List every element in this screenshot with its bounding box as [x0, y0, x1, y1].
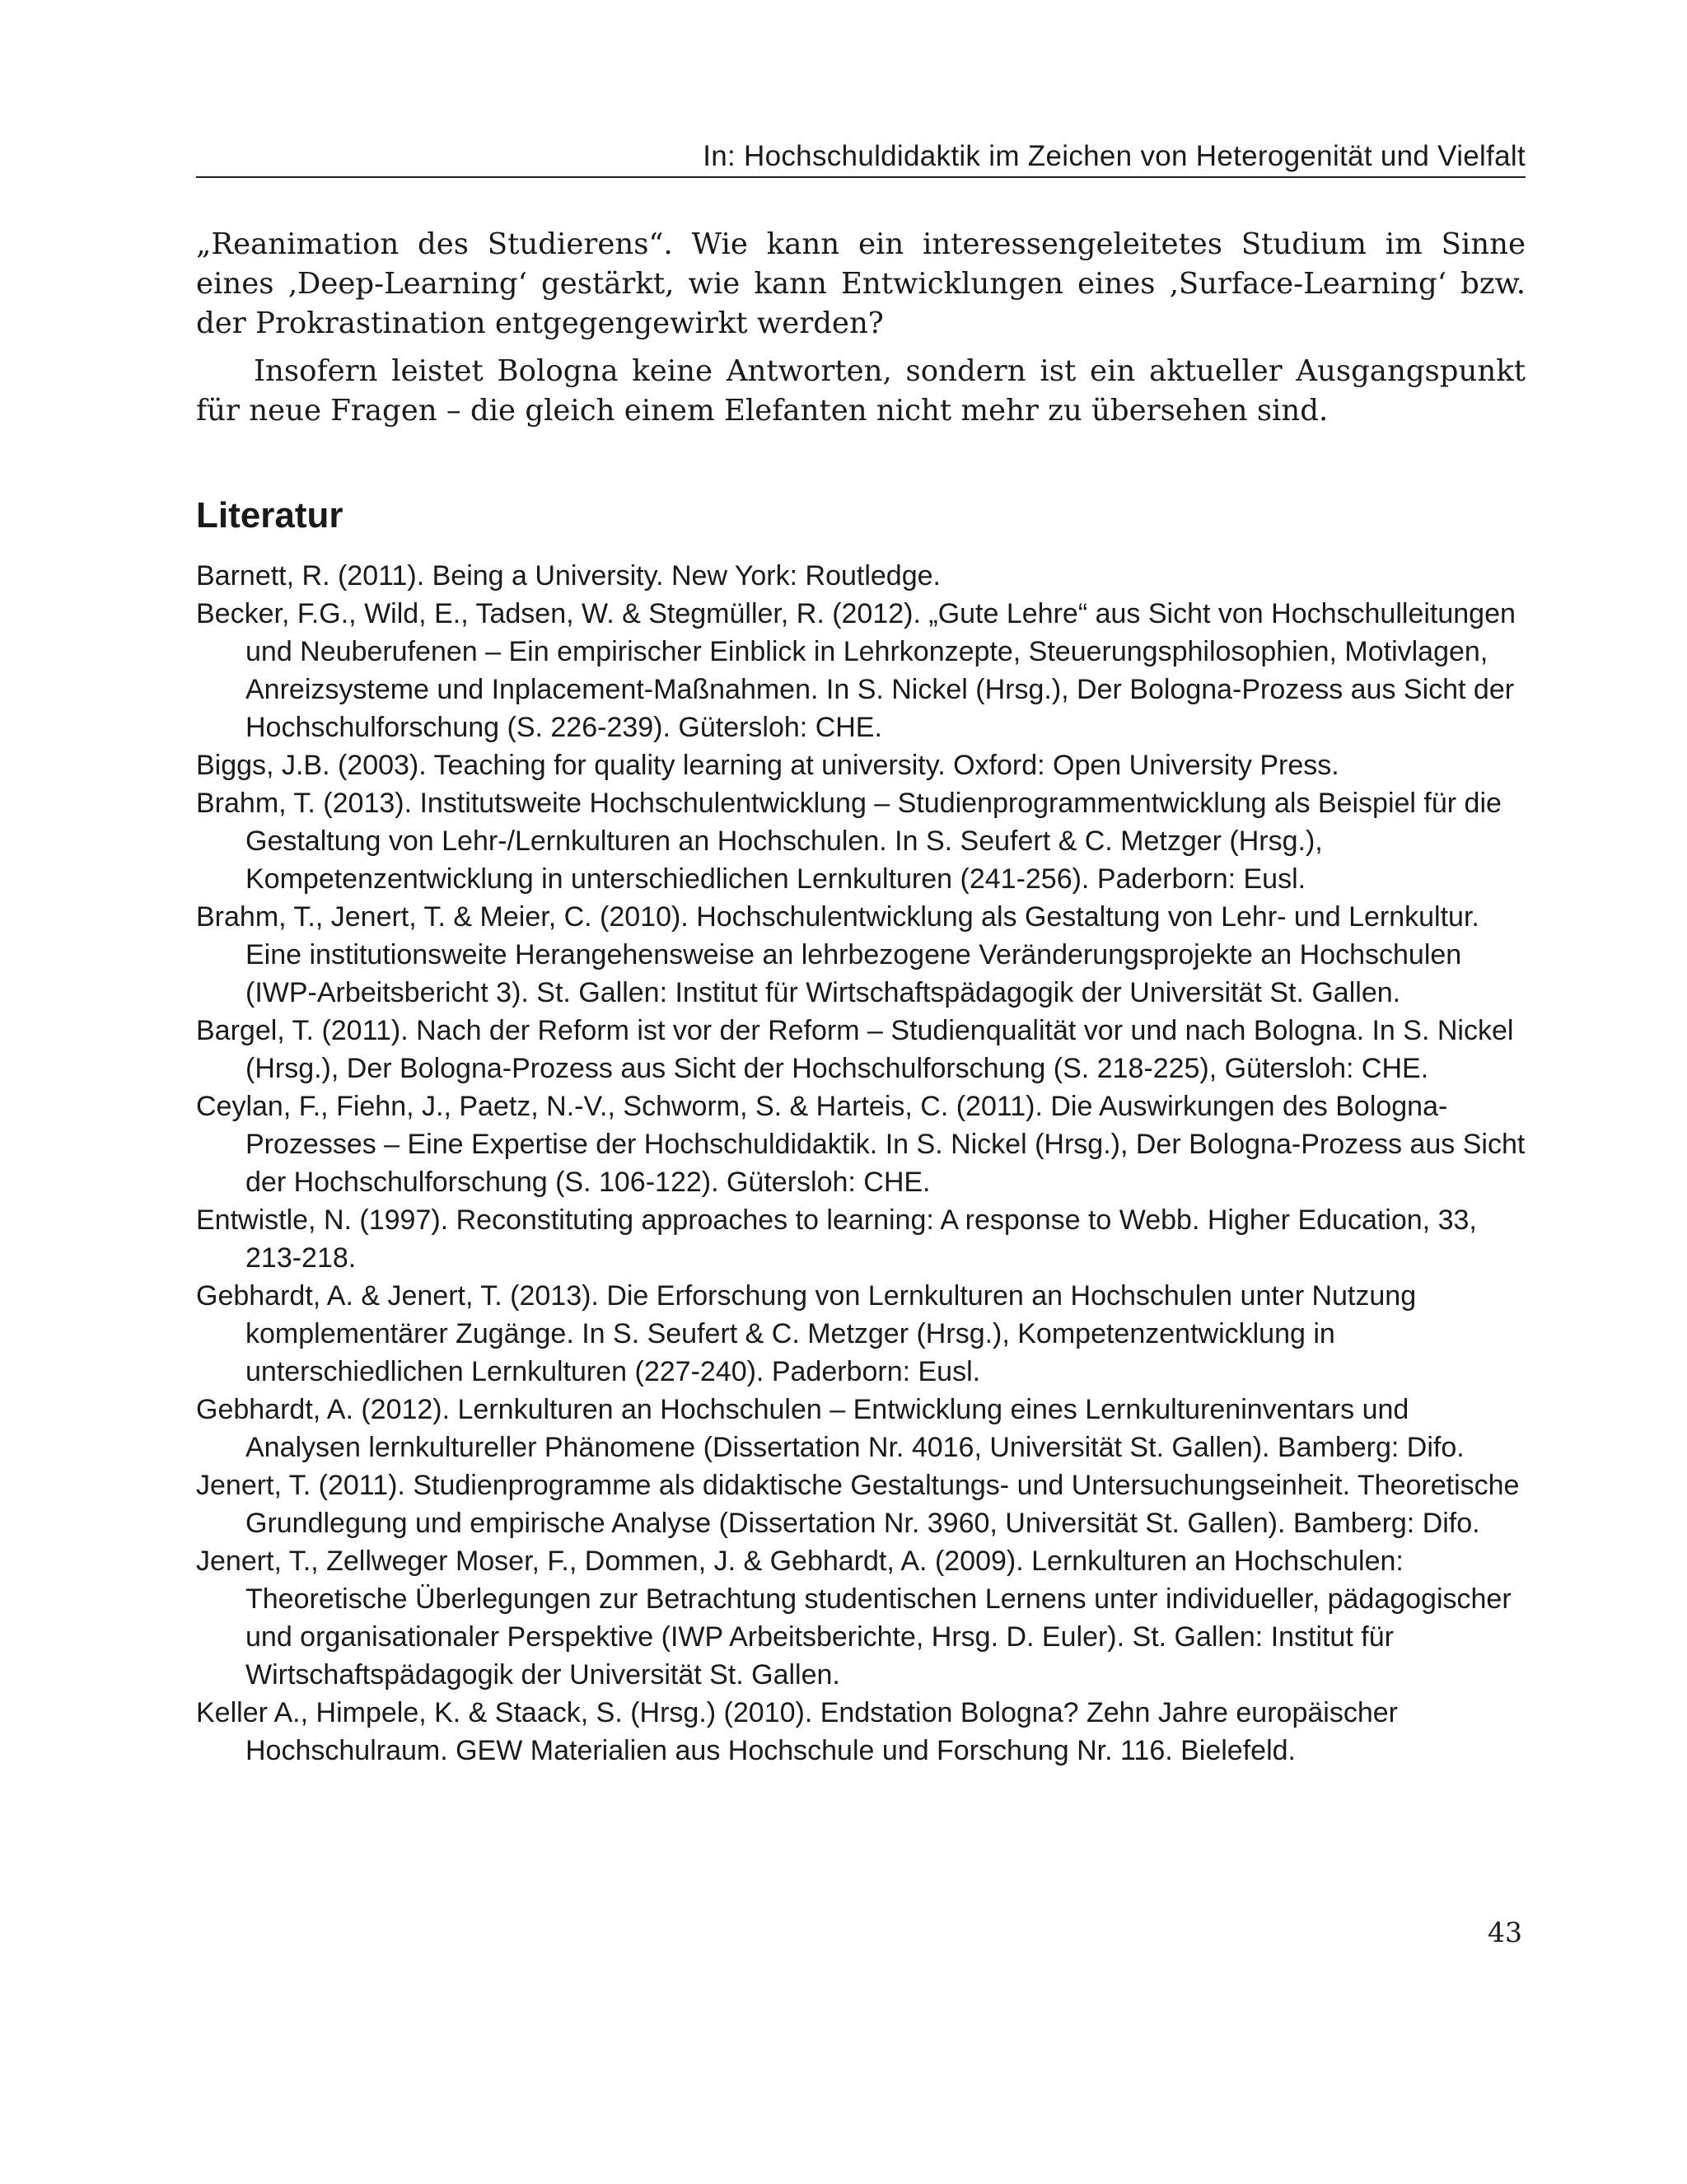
reference-entry: Jenert, T. (2011). Studienprogramme als didaktische Gestaltungs- und Untersuchungseinheit. Theoretische Grundlegung und empirische Analyse (Dissertation Nr. 3960, Universität St. Gallen). Bamberg: Difo.: [196, 1470, 1520, 1539]
reference-entry: Entwistle, N. (1997). Reconstituting approaches to learning: A response to Webb. Higher Education, 33, 213-218.: [196, 1204, 1477, 1274]
reference-entry: Ceylan, F., Fiehn, J., Paetz, N.-V., Schworm, S. & Harteis, C. (2011). Die Auswirkungen des Bologna-Prozesses – Eine Expertise der Hochschuldidaktik. In S. Nickel (Hrsg.), Der Bologna-Prozess aus Sicht der Hochschulforschung (S. 106-122). Gütersloh: CHE.: [196, 1091, 1526, 1198]
body-paragraph-2: Insofern leistet Bologna keine Antworten, sondern ist ein aktueller Ausgangspunkt für neue Fragen – die gleich einem Elefanten nicht mehr zu übersehen sind.: [196, 354, 1526, 428]
body-paragraph-1: „Reanimation des Studierens“. Wie kann ein interessengeleitetes Studium im Sinne eines ‚Deep-Learning‘ gestärkt, wie kann Entwicklungen eines ‚Surface-Learning‘ bzw. der Prokrastination entgegengewirkt werden?: [196, 227, 1526, 340]
reference-entry: Gebhardt, A. & Jenert, T. (2013). Die Erforschung von Lernkulturen an Hochschulen unter Nutzung komplementärer Zugänge. In S. Seufert & C. Metzger (Hrsg.), Kompetenzentwicklung in unterschiedlichen Lernkulturen (227-240). Paderborn: Eusl.: [196, 1280, 1417, 1387]
reference-entry: Jenert, T., Zellweger Moser, F., Dommen, J. & Gebhardt, A. (2009). Lernkulturen an Hochschulen: Theoretische Überlegungen zur Betrachtung studentischen Lernens unter individueller, pädagogischer und organisationaler Perspektive (IWP Arbeitsberichte, Hrsg. D. Euler). St. Gallen: Institut für Wirtschaftspädagogik der Universität St. Gallen.: [196, 1546, 1512, 1691]
reference-list: [196, 557, 1526, 1770]
running-header: [196, 137, 1526, 178]
reference-entry: Becker, F.G., Wild, E., Tadsen, W. & Stegmüller, R. (2012). „Gute Lehre“ aus Sicht von Hochschulleitungen und Neuberufenen – Ein empirischer Einblick in Lehrkonzepte, Steuerungsphilosophien, Motivlagen, Anreizsysteme und Inplacement-Maßnahmen. In S. Nickel (Hrsg.), Der Bologna-Prozess aus Sicht der Hochschulforschung (S. 226-239). Gütersloh: CHE.: [196, 598, 1516, 743]
body-text: [196, 225, 1526, 439]
reference-entry: Brahm, T., Jenert, T. & Meier, C. (2010). Hochschulentwicklung als Gestaltung von Lehr- und Lernkultur. Eine institutionsweite Herangehensweise an lehrbezogene Veränderungsprojekte an Hochschulen (IWP-Arbeitsbericht 3). St. Gallen: Institut für Wirtschaftspädagogik der Universität St. Gallen.: [196, 901, 1479, 1008]
page-number: 43: [1488, 1916, 1522, 1948]
reference-entry: Brahm, T. (2013). Institutsweite Hochschulentwicklung – Studienprogrammentwicklung als Beispiel für die Gestaltung von Lehr-/Lernkulturen an Hochschulen. In S. Seufert & C. Metzger (Hrsg.), Kompetenzentwicklung in unterschiedlichen Lernkulturen (241-256). Paderborn: Eusl.: [196, 788, 1502, 895]
reference-entry: Gebhardt, A. (2012). Lernkulturen an Hochschulen – Entwicklung eines Lernkultureninventars und Analysen lernkultureller Phänomene (Dissertation Nr. 4016, Universität St. Gallen). Bamberg: Difo.: [196, 1394, 1465, 1463]
reference-entry: Biggs, J.B. (2003). Teaching for quality learning at university. Oxford: Open University Press.: [196, 750, 1339, 781]
reference-entry: Barnett, R. (2011). Being a University. New York: Routledge.: [196, 560, 941, 592]
reference-entry: Bargel, T. (2011). Nach der Reform ist vor der Reform – Studienqualität vor und nach Bologna. In S. Nickel (Hrsg.), Der Bologna-Prozess aus Sicht der Hochschulforschung (S. 218-225), Gütersloh: CHE.: [196, 1015, 1514, 1084]
literature-heading: Literatur: [196, 495, 343, 535]
reference-entry: Keller A., Himpele, K. & Staack, S. (Hrsg.) (2010). Endstation Bologna? Zehn Jahre europäischer Hochschulraum. GEW Materialien aus Hochschule und Forschung Nr. 116. Bielefeld.: [196, 1697, 1398, 1766]
running-header-title: In: Hochschuldidaktik im Zeichen von Heterogenität und Vielfalt: [703, 140, 1526, 172]
